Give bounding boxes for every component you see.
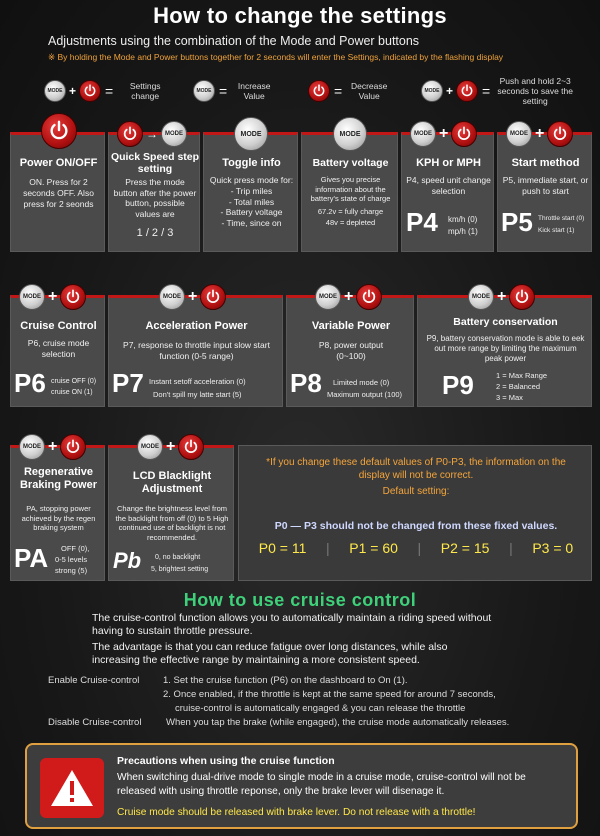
param-option: OFF (0), — [61, 544, 90, 553]
separator-icon: | — [509, 540, 513, 556]
mode-button-icon: MODE — [234, 117, 268, 151]
param-option: strong (5) — [55, 566, 88, 575]
card-kph-mph — [401, 125, 494, 252]
power-button-icon — [451, 121, 477, 147]
cruise-section-title: How to use cruise control — [183, 590, 417, 610]
legend-increase-label: Increase Value — [237, 81, 271, 101]
legend-settings-change-label: Settings change — [129, 81, 161, 101]
default-value-p0: P0 = 11 — [258, 540, 307, 556]
arrow-right-icon: → — [146, 127, 158, 141]
legend-decrease-label: Decrease Value — [350, 81, 388, 101]
mode-button-icon: MODE — [421, 80, 443, 102]
card-toggle-info — [203, 132, 298, 252]
mode-button-icon: MODE — [333, 117, 367, 151]
settings-hint: ※ By holding the Mode and Power buttons together for 2 seconds will enter the Settings, indicated by the flashing display — [48, 52, 504, 62]
power-button-icon — [456, 80, 478, 102]
plus-icon: + — [48, 438, 58, 455]
default-value-p1: P1 = 60 — [349, 540, 398, 556]
legend-increase — [193, 73, 277, 109]
param-option: Maximum output (100) — [327, 390, 403, 399]
default-label: Default setting: — [382, 486, 450, 497]
legend-save-label: Push and hold 2~3 seconds to save the setting — [497, 76, 573, 106]
param-option: 5, brightest setting — [151, 566, 209, 573]
param-option: Don't spill my latte start (5) — [153, 390, 242, 399]
quick-values: 1 / 2 / 3 — [136, 227, 174, 239]
cruise-para-1: The cruise-control function allows you to automatically maintain a riding speed without having to sustain throttle pressure. — [92, 612, 492, 637]
equals-icon: = — [482, 83, 491, 99]
card-text: Change the brightness level from the backlight from off (0) to 5 High continued use of backlight is not recommended. — [115, 504, 229, 542]
battery-full: 67.2v = fully charge — [317, 207, 384, 216]
page-subtitle: Adjustments using the combination of the Mode and Power buttons — [48, 34, 420, 48]
legend-decrease — [308, 73, 392, 109]
card-text: P6, cruise mode selection — [27, 338, 90, 359]
power-button-icon — [60, 434, 86, 460]
card-title: Battery voltage — [312, 157, 389, 169]
param-code: P4 — [406, 207, 438, 237]
plus-icon: + — [446, 84, 454, 98]
precautions-warning: Cruise mode should be released with brake lever. Do not release with a throttle! — [117, 807, 476, 818]
card-text: P8, power output (0~100) — [318, 340, 384, 361]
card-text: P7, response to throttle input slow start function (0-5 range) — [123, 340, 270, 361]
card-title: Start method — [511, 157, 580, 169]
default-fixed-note: P0 — P3 should not be changed from these fixed values. — [274, 520, 558, 532]
card-text: P4, speed unit change selection — [406, 175, 491, 196]
param-option: km/h (0) — [448, 215, 478, 224]
param-option: mp/h (1) — [448, 227, 478, 236]
card-title: Quick Speed step setting — [110, 151, 200, 175]
cruise-para-2: The advantage is that you can reduce fatigue over long distances, while also increasing the effective range by maintaining a more consistent speed. — [92, 641, 448, 666]
default-values-row — [249, 540, 583, 556]
card-title: KPH or MPH — [416, 157, 481, 169]
card-text: Gives you precise information about the battery's state of charge — [310, 175, 391, 203]
list-item: - Time, since on — [221, 217, 282, 228]
mode-button-icon: MODE — [44, 80, 66, 102]
power-button-icon — [547, 121, 573, 147]
default-settings-panel — [238, 445, 592, 581]
separator-icon: | — [417, 540, 422, 556]
enable-step-3: cruise-control is automatically engaged & you can release the throttle — [175, 703, 466, 714]
equals-icon: = — [334, 83, 343, 99]
param-code: P9 — [442, 370, 474, 400]
list-item: - Trip miles — [230, 186, 273, 196]
power-button-icon — [117, 121, 143, 147]
power-button-icon — [60, 284, 86, 310]
page-title: How to change the settings — [153, 3, 447, 28]
card-cruise-control — [10, 288, 105, 407]
power-button-icon — [178, 434, 204, 460]
card-start-method — [497, 125, 592, 252]
param-option: 0-5 levels — [55, 555, 88, 564]
card-power-onoff — [10, 132, 105, 252]
param-option: 1 = Max Range — [496, 371, 548, 380]
default-value-p3: P3 = 0 — [532, 540, 574, 556]
mode-button-icon: MODE — [193, 80, 215, 102]
default-note: *If you change these default values of P0-P3, the information on the display will not be correct. — [266, 457, 566, 481]
param-option: Limited mode (0) — [333, 378, 390, 387]
card-title: Cruise Control — [20, 320, 97, 332]
power-button-icon — [509, 284, 535, 310]
param-option: cruise ON (1) — [51, 389, 93, 396]
battery-depleted: 48v = depleted — [325, 218, 376, 227]
power-button-icon — [356, 284, 382, 310]
mode-button-icon: MODE — [468, 284, 494, 310]
equals-icon: = — [219, 83, 228, 99]
card-quick-speed — [108, 127, 200, 252]
param-code: P7 — [112, 368, 144, 398]
mode-button-icon: MODE — [19, 434, 45, 460]
precautions-box — [25, 743, 578, 829]
plus-icon: + — [439, 125, 449, 142]
mode-button-icon: MODE — [161, 121, 187, 147]
legend-save — [421, 73, 576, 109]
card-text: Press the mode button after the power button, possible values are — [113, 177, 197, 219]
mode-button-icon: MODE — [19, 284, 45, 310]
param-code: P5 — [501, 207, 533, 237]
disable-cruise-label: Disable Cruise-control — [48, 717, 142, 728]
mode-button-icon: MODE — [137, 434, 163, 460]
legend-settings-change — [44, 73, 173, 109]
card-title: Power ON/OFF — [19, 157, 98, 169]
card-title: Regenerative Braking Power — [19, 466, 98, 491]
precautions-text: When switching dual-drive mode to single mode in a cruise mode, cruise-control will not be released with using throttle reponse, only the brake lever will disenage it. — [117, 772, 526, 797]
toggle-list — [204, 186, 299, 228]
param-option: Kick start (1) — [538, 227, 575, 234]
mode-button-icon: MODE — [506, 121, 532, 147]
enable-cruise-label: Enable Cruise-control — [48, 675, 140, 686]
mode-button-icon: MODE — [315, 284, 341, 310]
enable-step-2: 2. Once enabled, if the throttle is kept at the same speed for around 7 seconds, — [163, 689, 496, 700]
param-option: Instant setoff acceleration (0) — [149, 377, 246, 386]
list-item: - Battery voltage — [220, 207, 283, 217]
card-text: PA, stopping power achieved by the regen braking system — [21, 504, 96, 532]
card-title: LCD Blacklight Adjustment — [132, 470, 212, 495]
card-battery-voltage — [301, 132, 398, 252]
plus-icon: + — [69, 84, 77, 98]
default-value-p2: P2 = 15 — [440, 540, 490, 556]
param-option: 2 = Balanced — [496, 382, 540, 391]
power-button-icon — [41, 113, 77, 149]
card-title: Battery conservation — [453, 316, 558, 328]
separator-icon: | — [326, 540, 330, 556]
mode-button-icon: MODE — [410, 121, 436, 147]
disable-text: When you tap the brake (while engaged), the cruise mode automatically releases. — [166, 717, 510, 728]
card-lcd-backlight — [108, 438, 234, 581]
plus-icon: + — [166, 438, 176, 455]
plus-icon: + — [48, 288, 58, 305]
param-option: Throttle start (0) — [538, 215, 585, 222]
card-title: Acceleration Power — [145, 320, 248, 332]
warning-icon — [40, 758, 104, 818]
power-button-icon — [308, 80, 330, 102]
param-code: P8 — [290, 368, 322, 398]
param-code: PA — [14, 543, 49, 573]
mode-button-icon: MODE — [159, 284, 185, 310]
card-regen-braking — [10, 438, 105, 581]
param-option: 0, no backlight — [155, 554, 201, 561]
plus-icon: + — [344, 288, 354, 305]
power-button-icon — [79, 80, 101, 102]
card-text: P9, battery conservation mode is able to eek out more range by limiting the maximum peak power — [426, 334, 585, 363]
plus-icon: + — [497, 288, 507, 305]
param-code: Pb — [113, 548, 142, 573]
precautions-title: Precautions when using the cruise function — [117, 755, 335, 767]
list-item: - Total miles — [228, 196, 275, 207]
plus-icon: + — [188, 288, 198, 305]
param-option: 3 = Max — [496, 393, 523, 402]
card-battery-conservation — [417, 288, 592, 407]
card-text: Quick press mode for: — [209, 175, 294, 185]
enable-step-1: 1. Set the cruise function (P6) on the dashboard to On (1). — [163, 675, 408, 686]
param-code: P6 — [14, 368, 46, 398]
card-text: ON. Press for 2 seconds OFF. Also press for 2 seonds — [23, 177, 94, 209]
power-button-icon — [200, 284, 226, 310]
card-title: Variable Power — [311, 320, 391, 332]
card-title: Toggle info — [222, 157, 281, 169]
equals-icon: = — [105, 83, 114, 99]
card-text: P5, immediate start, or push to start — [502, 175, 589, 196]
param-option: cruise OFF (0) — [51, 378, 97, 385]
plus-icon: + — [535, 125, 545, 142]
card-acceleration-power — [108, 288, 283, 407]
card-variable-power — [286, 288, 414, 407]
